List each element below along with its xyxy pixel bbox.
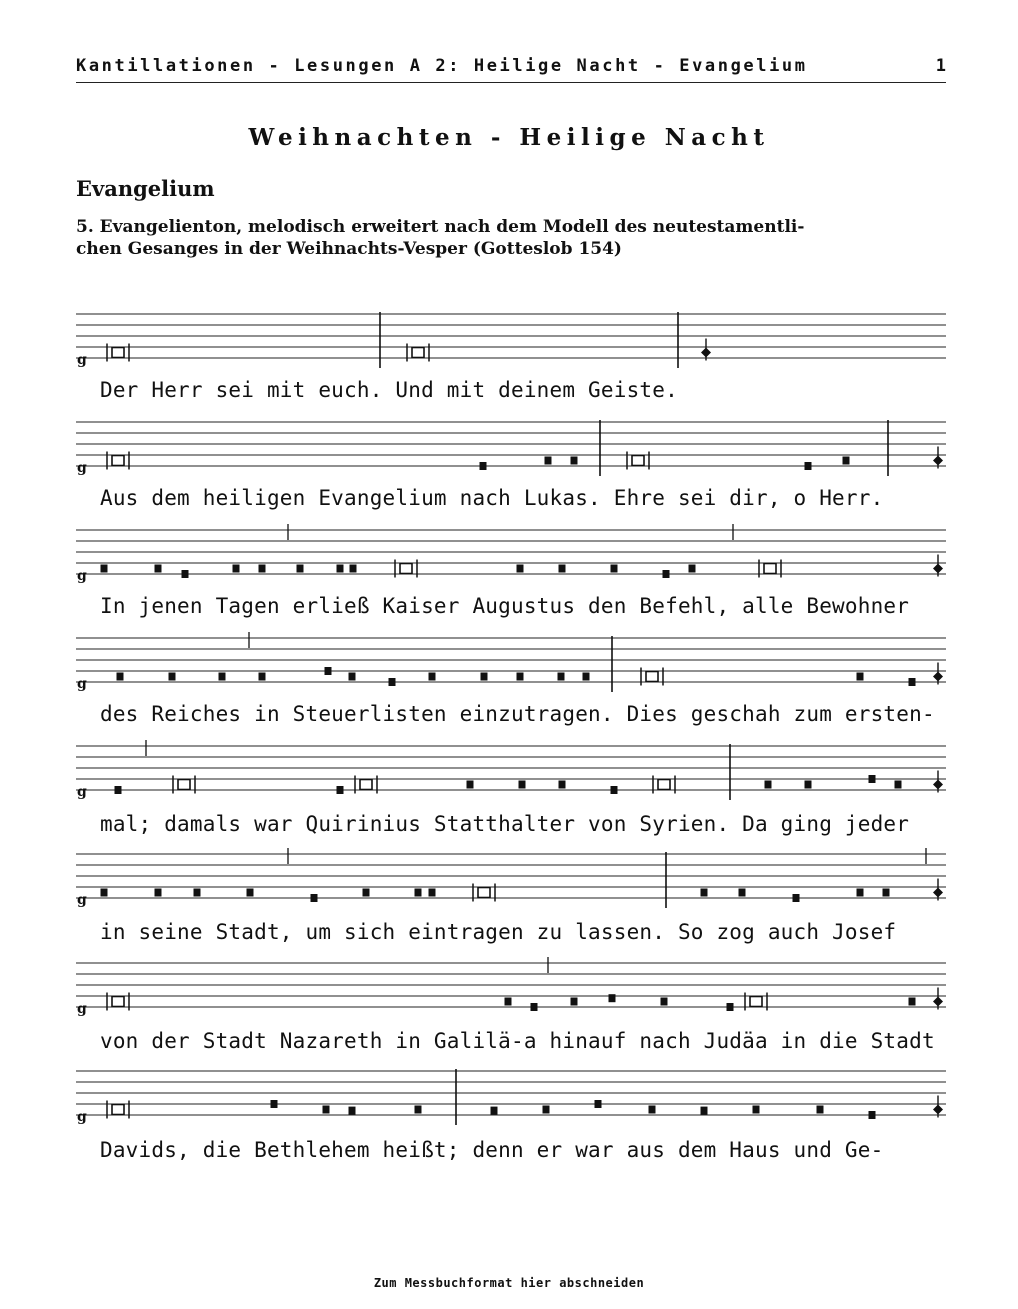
- note-punctum: [259, 565, 266, 573]
- note-punctum: [883, 889, 890, 897]
- lyric-line: Aus dem heiligen Evangelium nach Lukas. Ehre sei dir, o Herr.: [100, 486, 884, 510]
- note-punctum: [259, 673, 266, 681]
- note-punctum: [545, 457, 552, 465]
- clef-g: g: [77, 568, 87, 584]
- note-punctum: [661, 998, 668, 1006]
- lyric-line: in seine Stadt, um sich eintragen zu lassen. So zog auch Josef: [100, 920, 897, 944]
- note-punctum: [491, 1107, 498, 1115]
- note-punctum: [415, 889, 422, 897]
- note-punctum: [609, 994, 616, 1002]
- note-punctum: [169, 673, 176, 681]
- clef-g: g: [77, 892, 87, 908]
- lyric-line: Davids, die Bethlehem heißt; denn er war aus dem Haus und Ge-: [100, 1138, 884, 1162]
- note-punctum: [817, 1106, 824, 1114]
- note-punctum: [559, 781, 566, 789]
- final-diamond: [933, 997, 943, 1007]
- recitation-box: [632, 456, 644, 466]
- note-punctum: [271, 1100, 278, 1108]
- section-heading: Evangelium: [76, 176, 215, 201]
- recitation-box: [112, 997, 124, 1007]
- note-punctum: [689, 565, 696, 573]
- note-punctum: [481, 673, 488, 681]
- recitation-box: [360, 780, 372, 790]
- note-punctum: [429, 673, 436, 681]
- clef-g: g: [77, 1109, 87, 1125]
- final-diamond: [933, 456, 943, 466]
- note-punctum: [857, 889, 864, 897]
- note-punctum: [505, 998, 512, 1006]
- note-punctum: [517, 673, 524, 681]
- running-title: Kantillationen - Lesungen A 2: Heilige Nacht - Evangelium: [76, 56, 808, 76]
- note-punctum: [805, 462, 812, 470]
- page-title: Weihnachten - Heilige Nacht: [248, 124, 770, 151]
- note-punctum: [727, 1003, 734, 1011]
- final-diamond: [933, 780, 943, 790]
- recitation-box: [112, 456, 124, 466]
- subtitle-line-2: chen Gesanges in der Weihnachts-Vesper (Gotteslob 154): [76, 239, 622, 259]
- clef-g: g: [77, 460, 87, 476]
- note-punctum: [323, 1106, 330, 1114]
- note-punctum: [571, 457, 578, 465]
- note-punctum: [869, 775, 876, 783]
- note-punctum: [233, 565, 240, 573]
- recitation-box: [646, 672, 658, 682]
- note-punctum: [350, 565, 357, 573]
- note-punctum: [337, 565, 344, 573]
- note-punctum: [909, 678, 916, 686]
- recitation-box: [112, 348, 124, 358]
- final-diamond: [933, 672, 943, 682]
- note-punctum: [649, 1106, 656, 1114]
- final-diamond: [933, 1105, 943, 1115]
- lyric-line: Der Herr sei mit euch. Und mit deinem Geiste.: [100, 378, 678, 402]
- clef-g: g: [77, 784, 87, 800]
- note-punctum: [611, 565, 618, 573]
- note-punctum: [793, 894, 800, 902]
- note-punctum: [595, 1100, 602, 1108]
- subtitle-line-1: 5. Evangelienton, melodisch erweitert nach dem Modell des neutestamentli-: [76, 217, 805, 237]
- note-punctum: [519, 781, 526, 789]
- note-punctum: [701, 1107, 708, 1115]
- note-punctum: [194, 889, 201, 897]
- final-diamond: [701, 348, 711, 358]
- note-punctum: [429, 889, 436, 897]
- final-diamond: [933, 888, 943, 898]
- note-punctum: [765, 781, 772, 789]
- recitation-box: [764, 564, 776, 574]
- recitation-box: [412, 348, 424, 358]
- note-punctum: [219, 673, 226, 681]
- note-punctum: [663, 570, 670, 578]
- recitation-box: [400, 564, 412, 574]
- note-punctum: [415, 1106, 422, 1114]
- note-punctum: [467, 781, 474, 789]
- note-punctum: [805, 781, 812, 789]
- note-punctum: [155, 565, 162, 573]
- clef-g: g: [77, 1001, 87, 1017]
- note-punctum: [297, 565, 304, 573]
- note-punctum: [531, 1003, 538, 1011]
- note-punctum: [155, 889, 162, 897]
- note-punctum: [517, 565, 524, 573]
- note-punctum: [325, 667, 332, 675]
- note-punctum: [115, 786, 122, 794]
- note-punctum: [363, 889, 370, 897]
- note-punctum: [559, 565, 566, 573]
- clef-g: g: [77, 352, 87, 368]
- recitation-box: [658, 780, 670, 790]
- recitation-box: [112, 1105, 124, 1115]
- lyric-line: mal; damals war Quirinius Statthalter von Syrien. Da ging jeder: [100, 812, 910, 836]
- note-punctum: [611, 786, 618, 794]
- note-punctum: [480, 462, 487, 470]
- note-punctum: [349, 673, 356, 681]
- note-punctum: [753, 1106, 760, 1114]
- note-punctum: [583, 673, 590, 681]
- final-diamond: [933, 564, 943, 574]
- note-punctum: [843, 457, 850, 465]
- cut-instruction: Zum Messbuchformat hier abschneiden: [373, 1276, 645, 1290]
- note-punctum: [558, 673, 565, 681]
- note-punctum: [895, 781, 902, 789]
- clef-g: g: [77, 676, 87, 692]
- note-punctum: [571, 998, 578, 1006]
- recitation-box: [750, 997, 762, 1007]
- note-punctum: [543, 1106, 550, 1114]
- note-punctum: [909, 998, 916, 1006]
- lyric-line: von der Stadt Nazareth in Galilä-a hinauf nach Judäa in die Stadt: [100, 1029, 935, 1053]
- note-punctum: [701, 889, 708, 897]
- note-punctum: [869, 1111, 876, 1119]
- note-punctum: [101, 889, 108, 897]
- recitation-box: [478, 888, 490, 898]
- lyric-line: In jenen Tagen erließ Kaiser Augustus den Befehl, alle Bewohner: [100, 594, 910, 618]
- note-punctum: [857, 673, 864, 681]
- note-punctum: [389, 678, 396, 686]
- note-punctum: [739, 889, 746, 897]
- note-punctum: [247, 889, 254, 897]
- note-punctum: [117, 673, 124, 681]
- lyric-line: des Reiches in Steuerlisten einzutragen. Dies geschah zum ersten-: [100, 702, 935, 726]
- recitation-box: [178, 780, 190, 790]
- note-punctum: [337, 786, 344, 794]
- page-number: 1: [935, 56, 946, 76]
- note-punctum: [349, 1107, 356, 1115]
- note-punctum: [101, 565, 108, 573]
- note-punctum: [182, 570, 189, 578]
- note-punctum: [311, 894, 318, 902]
